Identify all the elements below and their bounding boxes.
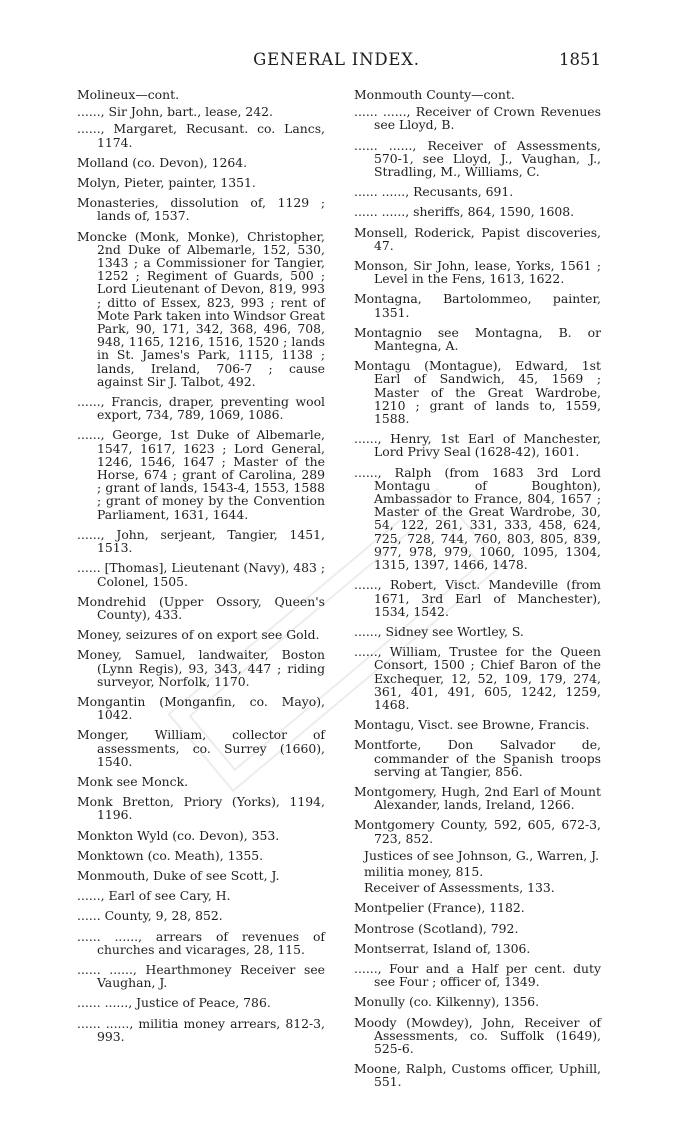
index-entry: Mongantin (Monganfin, co. Mayo), 1042. <box>77 693 325 723</box>
index-entry: Molyn, Pieter, painter, 1351. <box>77 175 256 191</box>
index-entry: ......, William, Trustee for the Queen Consort, 1500 ; Chief Baron of the Exchequer, 12, 52, 109, 179, 274, 361, 401, 491, 605, 1242, 1259, 1468. <box>354 644 601 712</box>
index-entry: Monkton Wyld (co. Devon), 353. <box>77 827 280 843</box>
index-entry: ...... ......, Receiver of Crown Revenues see Lloyd, B. <box>354 104 601 133</box>
index-entry: Monk see Monck. <box>77 773 189 789</box>
index-entry: ......, John, serjeant, Tangier, 1451, 1513. <box>77 526 325 556</box>
index-entry: Monasteries, dissolution of, 1129 ; lands of, 1537. <box>77 195 325 224</box>
index-entry: Money, Samuel, landwaiter, Boston (Lynn Regis), 93, 343, 447 ; riding surveyor, Norfolk, 1170. <box>77 647 325 689</box>
index-entry: Moone, Ralph, Customs officer, Uphill, 551. <box>354 1061 601 1090</box>
index-entry: ......, Earl of see Cary, H. <box>77 888 231 904</box>
index-entry: Montagna, Bartolommeo, painter, 1351. <box>354 291 601 320</box>
left-column <box>77 88 325 1050</box>
index-entry: ......, Margaret, Recusant. co. Lancs, 1174. <box>77 121 325 150</box>
index-entry: ......, Sir John, bart., lease, 242. <box>77 104 273 120</box>
page-header <box>0 50 673 74</box>
right-column <box>354 88 601 1096</box>
index-subentry: Justices of see Johnson, G., Warren, J. <box>364 847 600 863</box>
index-entry: Montgomery County, 592, 605, 672-3, 723, 852. <box>354 817 601 846</box>
index-entry: Montagu, Visct. see Browne, Francis. <box>354 717 590 733</box>
index-entry: Money, seizures of on export see Gold. <box>77 627 320 643</box>
index-entry: ...... ......, Receiver of Assessments, 570-1, see Lloyd, J., Vaughan, J., Stradling, M., Williams, C. <box>354 137 601 180</box>
index-entry: Monk Bretton, Priory (Yorks), 1194, 1196. <box>77 794 325 823</box>
index-entry: Montrose (Scotland), 792. <box>354 920 519 936</box>
index-entry: ...... County, 9, 28, 852. <box>77 908 223 924</box>
index-entry: ...... [Thomas], Lieutenant (Navy), 483 ; Colonel, 1505. <box>77 560 325 589</box>
index-entry: Monmouth, Duke of see Scott, J. <box>77 867 280 883</box>
index-entry: ......, Francis, draper, preventing wool export, 734, 789, 1069, 1086. <box>77 394 325 423</box>
index-entry: Montserrat, Island of, 1306. <box>354 940 531 956</box>
index-entry: Monson, Sir John, lease, Yorks, 1561 ; Level in the Fens, 1613, 1622. <box>354 258 601 287</box>
index-entry: Montagnio see Montagna, B. or Mantegna, A. <box>354 324 601 354</box>
index-entry: Molineux—cont. <box>77 87 180 102</box>
index-entry: ......, Ralph (from 1683 3rd Lord Montagu of Boughton), Ambassador to France, 804, 1657 ; Master of the Great Wardrobe, 30, 54, 122, 261, 331, 333, 458, 624, 725, 728, 744, 760, 803, 805, 839, 977, 978, 979, 1060, 1095, 1304, 1315, 1397, 1466, 1478. <box>354 464 601 573</box>
index-entry: ...... ......, militia money arrears, 812-3, 993. <box>77 1015 325 1044</box>
index-entry: Montgomery, Hugh, 2nd Earl of Mount Alexander, lands, Ireland, 1266. <box>354 783 601 813</box>
index-entry: ...... ......, Hearthmoney Receiver see Vaughan, J. <box>77 961 325 991</box>
index-entry: Mondrehid (Upper Ossory, Queen's County), 433. <box>77 593 325 622</box>
index-entry: Montagu (Montague), Edward, 1st Earl of Sandwich, 45, 1569 ; Master of the Great Wardrobe, 1210 ; grant of lands to, 1559, 1588. <box>354 358 601 427</box>
index-entry: ...... ......, arrears of revenues of churches and vicarages, 28, 115. <box>77 928 325 957</box>
index-entry: ...... ......, Justice of Peace, 786. <box>77 995 271 1011</box>
index-entry: ...... ......, sheriffs, 864, 1590, 1608. <box>354 204 575 220</box>
index-entry: Moody (Mowdey), John, Receiver of Assessments, co. Suffolk (1649), 525-6. <box>354 1014 601 1056</box>
index-entry: Moncke (Monk, Monke), Christopher, 2nd Duke of Albemarle, 152, 530, 1343 ; a Commissioner for Tangier, 1252 ; Regiment of Guards, 500 ; Lord Lieutenant of Devon, 819, 993 ; ditto of Essex, 823, 993 ; rent of Mote Park taken into Windsor Great Park, 90, 171, 342, 368, 496, 708, 948, 1165, 1216, 1516, 1520 ; lands in St. James's Park, 1115, 1138 ; lands, Ireland, 706-7 ; cause against Sir J. Talbot, 492. <box>77 228 325 389</box>
index-subentry: Receiver of Assessments, 133. <box>364 880 555 896</box>
index-entry: Monger, William, collector of assessments, co. Surrey (1660), 1540. <box>77 727 325 769</box>
index-entry: Montpelier (France), 1182. <box>354 900 525 916</box>
page-title: GENERAL INDEX. <box>253 50 420 69</box>
index-entry: ......, Four and a Half per cent. duty see Four ; officer of, 1349. <box>354 960 601 990</box>
page-number: 1851 <box>559 50 601 69</box>
index-subentry: militia money, 815. <box>364 863 484 879</box>
index-entry: ......, Henry, 1st Earl of Manchester, Lord Privy Seal (1628-42), 1601. <box>354 431 601 460</box>
index-entry: Montforte, Don Salvador de, commander of the Spanish troops serving at Tangier, 856. <box>354 737 601 779</box>
index-entry: Monmouth County—cont. <box>354 87 515 102</box>
index-entry: ......, Robert, Visct. Mandeville (from 1671, 3rd Earl of Manchester), 1534, 1542. <box>354 577 601 619</box>
index-entry: ......, George, 1st Duke of Albemarle, 1547, 1617, 1623 ; Lord General, 1246, 1546, 1647 ; Master of the Horse, 674 ; grant of Carolina, 289 ; grant of lands, 1543-4, 1553, 1588 ; grant of money by the Convention Parliament, 1631, 1644. <box>77 427 325 522</box>
index-entry: ......, Sidney see Wortley, S. <box>354 623 524 639</box>
index-entry: Monktown (co. Meath), 1355. <box>77 847 264 863</box>
index-entry: Monsell, Roderick, Papist discoveries, 47. <box>354 224 601 253</box>
index-entry: Monully (co. Kilkenny), 1356. <box>354 994 540 1010</box>
index-entry: ...... ......, Recusants, 691. <box>354 184 514 200</box>
index-entry: Molland (co. Devon), 1264. <box>77 154 248 170</box>
